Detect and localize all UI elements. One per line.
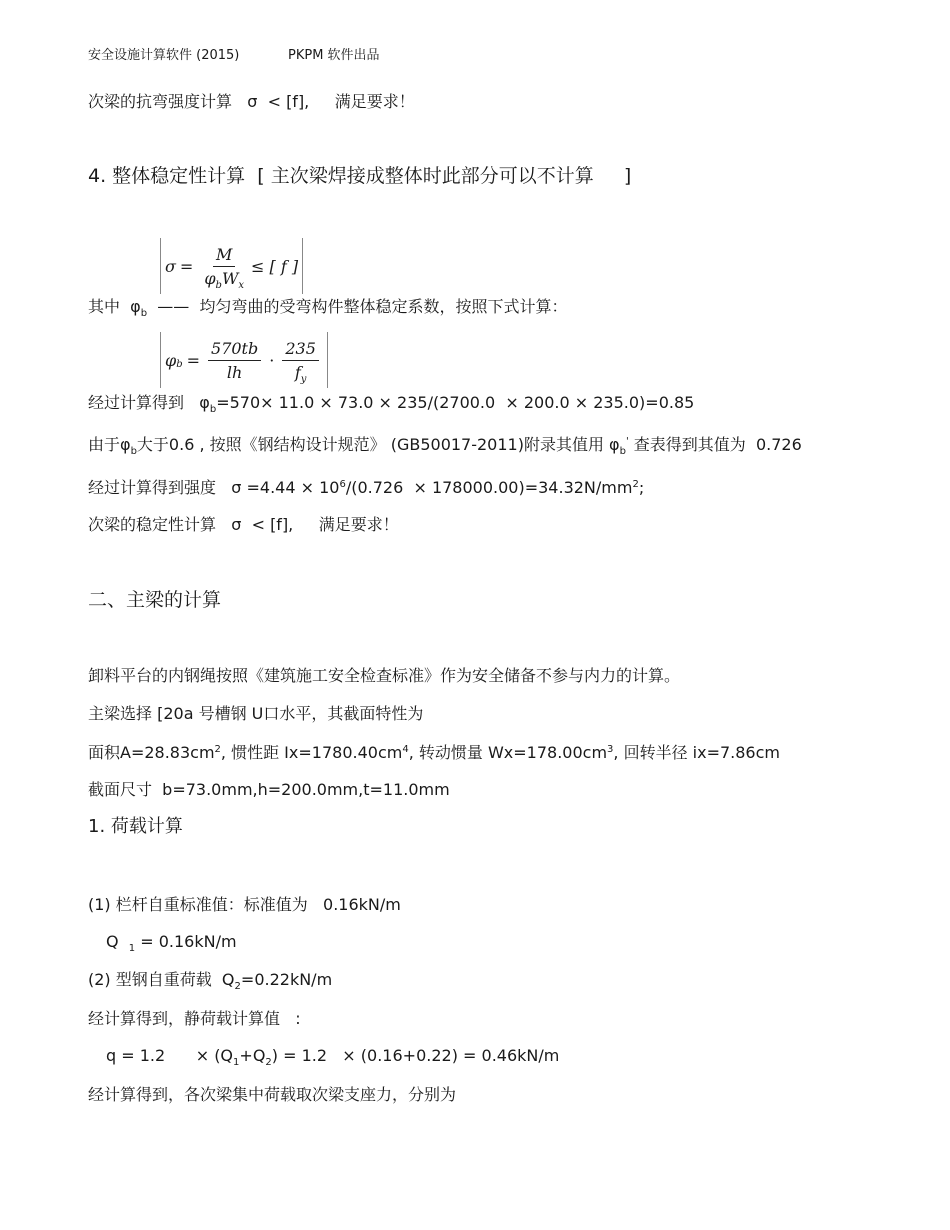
formula-denominator: $\varphi_bW_x$ <box>204 268 245 291</box>
section-heading-load: 1. 荷载计算 <box>88 816 183 837</box>
paragraph-beam-choice: 主梁选择 [20a 号槽钢 U口水平，其截面特性为 <box>88 704 424 723</box>
formula-numerator: M <box>213 245 235 267</box>
formula-phi-b: φ $_b$ = $\frac{570tb}{lh}$ · $\frac{235}{f_y}$ <box>160 332 328 388</box>
load-railing-line: (1) 栏杆自重标准值：标准值为 0.16kN/m <box>88 895 401 914</box>
stability-check-line: 次梁的稳定性计算 σ < [f], 满足要求！ <box>88 515 399 534</box>
section-properties-line: 面积$A=28.83cm^2$, 惯性距 $Ix=1780.40cm^4$, 转动惯量 $Wx=178.00cm^3$, 回转半径 ix=7.86cm <box>88 743 780 762</box>
formula-rhs: ≤ [ f ] <box>251 256 299 276</box>
header-vendor: PKPM 软件出品 <box>288 48 380 63</box>
formula-sigma: σ <box>165 256 176 276</box>
load-steel-line: (2) 型钢自重荷载 $Q_2=0.22kN/m$ <box>88 970 333 992</box>
formula-stability <box>160 238 303 294</box>
calc-phi-b-prime-line: 由于$\varphi_b$大于0.6 , 按照《钢结构设计规范》 (GB50017-2011)附录其值用 $\varphi_b'$ 查表得到其值为 0.726 <box>88 435 802 457</box>
paragraph-rope: 卸料平台的内钢绳按照《建筑施工安全检查标准》作为安全储备不参与内力的计算。 <box>88 666 681 685</box>
bending-check-line: 次梁的抗弯强度计算 σ < [f], 满足要求！ <box>88 92 415 111</box>
secondary-beam-load-line: 经计算得到，各次梁集中荷载取次梁支座力，分别为 <box>88 1085 457 1104</box>
calc-strength-line: 经过计算得到强度 $\sigma =4.44 \times 10^6/(0.726 \times 178000.00)=34.32N/mm^2$; <box>88 478 645 497</box>
static-load-calc: q = 1.2 × $(Q_1+Q_2) = 1.2 \times (0.16+0.22) = 0.46kN/m$ <box>106 1046 560 1068</box>
static-load-line: 经计算得到，静荷载计算值 : <box>88 1009 301 1028</box>
formula2-fraction-2: $\frac{235}{f_y}$ <box>282 339 319 382</box>
load-q1-value: Q $_1$ = 0.16kN/m <box>106 932 237 954</box>
formula2-fraction-1: $\frac{570tb}{lh}$ <box>208 339 261 382</box>
header-software: 安全设施计算软件 (2015) <box>88 48 240 63</box>
calc-phi-b-line: 经过计算得到 $\varphi_b=570\times 11.0 \times 73.0 \times 235/(2700.0 \times 200.0 \times 235.0)=0.85$ <box>88 393 695 415</box>
formula-equals: = <box>179 256 194 276</box>
section-heading-stability: 4. 整体稳定性计算 [ 主次梁焊接成整体时此部分可以不计算 ] <box>88 165 632 187</box>
formula-fraction <box>201 244 247 291</box>
where-line: 其中 $\varphi_b$ —— 均匀弯曲的受弯构件整体稳定系数，按照下式计算： <box>88 297 568 319</box>
section-size-line: 截面尺寸 b=73.0mm,h=200.0mm,t=11.0mm <box>88 780 450 799</box>
section-heading-main-beam: 二、主梁的计算 <box>88 589 222 611</box>
